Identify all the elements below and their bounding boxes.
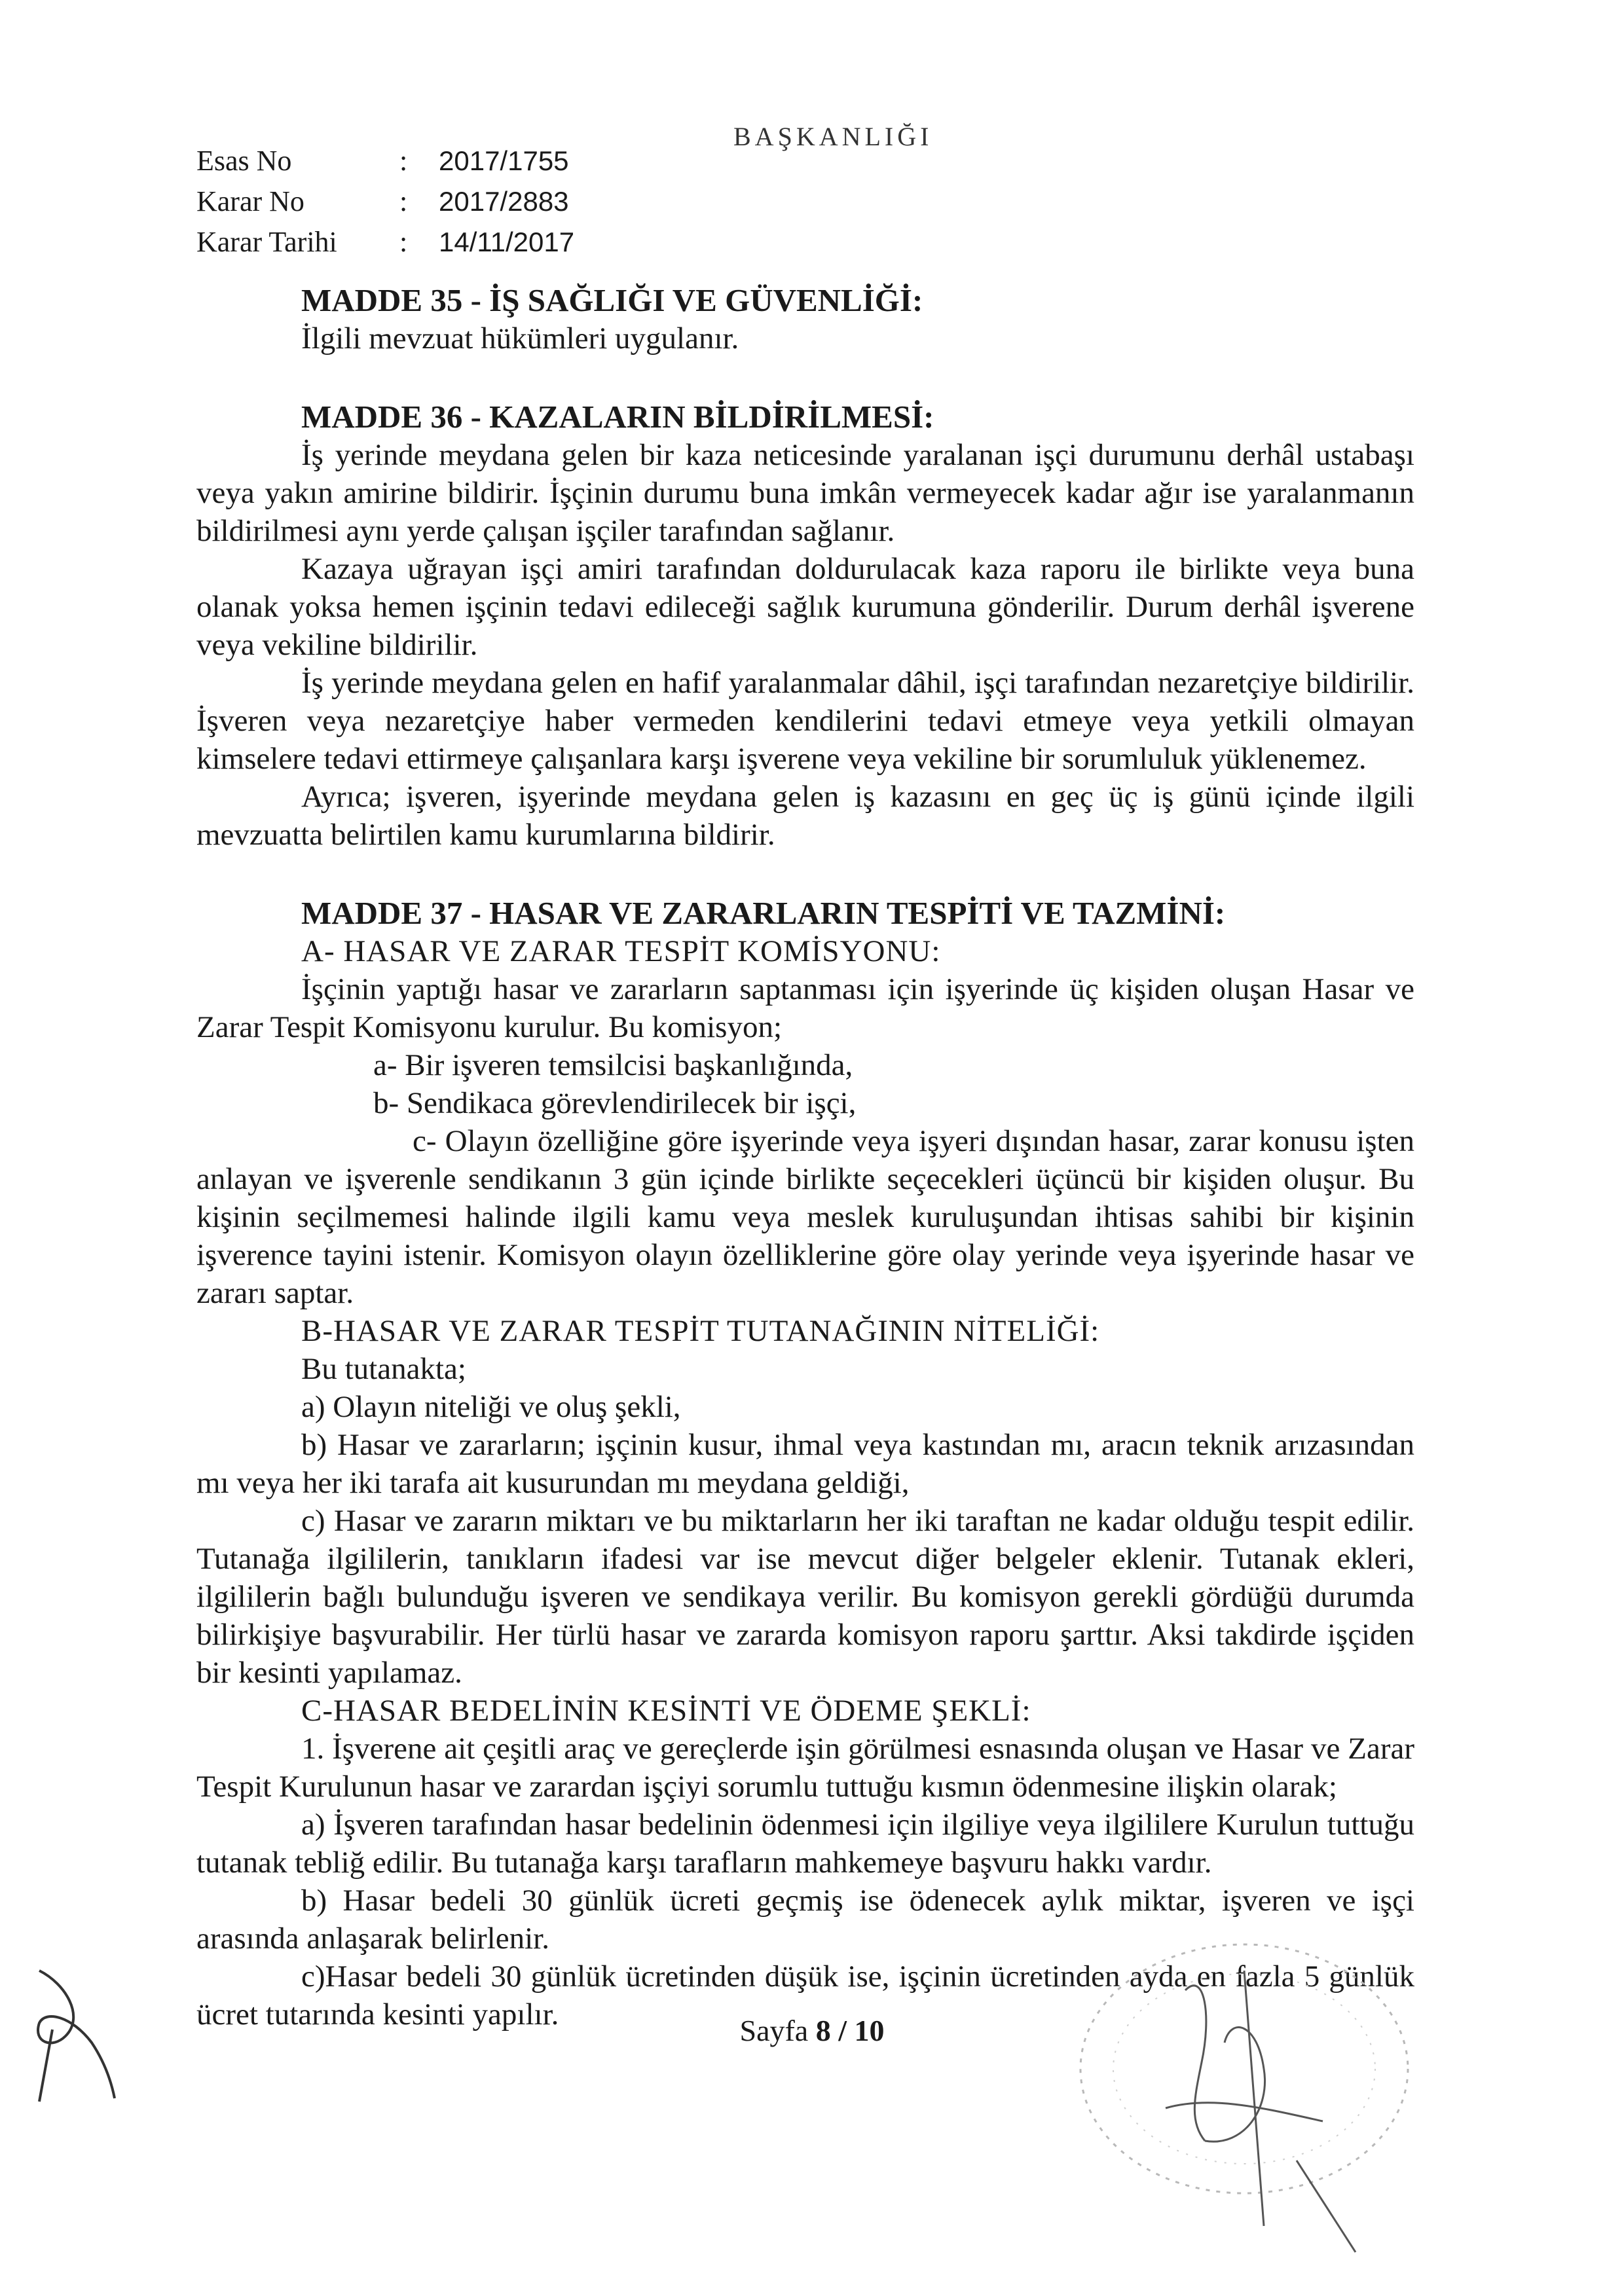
meta-label: Karar Tarihi: [196, 226, 337, 258]
article-36-heading: MADDE 36 - KAZALARIN BİLDİRİLMESİ:: [301, 399, 934, 435]
article-36-paragraph: İş yerinde meydana gelen bir kaza neticesinde yaralanan işçi durumunu derhâl ustabaşı veya yakın amirine bildirir. İşçinin durumu buna imkân vermeyecek kadar ağır ise yaralanmanın bildirilmesi aynı yerde çalışan işçiler tarafından sağlanır.: [196, 438, 1414, 548]
meta-colon: :: [399, 185, 408, 217]
list-item: a) Olayın niteliği ve oluş şekli,: [301, 1390, 681, 1424]
meta-row-esas: [196, 141, 574, 181]
list-item: b) Hasar bedeli 30 günlük ücreti geçmiş ise ödenecek aylık miktar, işveren ve işçi arasında anlaşarak belirlenir.: [196, 1884, 1414, 1956]
meta-colon: :: [399, 226, 408, 258]
article-35-heading: MADDE 35 - İŞ SAĞLIĞI VE GÜVENLİĞİ:: [301, 282, 923, 318]
document-body: [196, 282, 1414, 2033]
case-meta: [196, 141, 574, 263]
list-item: b) Hasar ve zararların; işçinin kusur, ihmal veya kastından mı, aracın teknik arızasından mı veya her iki tarafa ait kusurundan mı meydana geldiği,: [196, 1428, 1414, 1500]
meta-colon: :: [399, 145, 408, 177]
section-a-paragraph: İşçinin yaptığı hasar ve zararların saptanması için işyerinde üç kişiden oluşan Hasar ve Zarar Tespit Komisyonu kurulur. Bu komisyon;: [196, 972, 1414, 1044]
page-separator: /: [838, 2014, 847, 2047]
stamp-signature-icon: [1048, 1912, 1441, 2278]
section-a-title: A- HASAR VE ZARAR TESPİT KOMİSYONU:: [301, 934, 941, 968]
page-current: 8: [815, 2014, 831, 2047]
article-36-paragraph: Kazaya uğrayan işçi amiri tarafından doldurulacak kaza raporu ile birlikte veya buna olanak yoksa hemen işçinin tedavi edileceği sağlık kurumuna gönderilir. Durum derhâl işverene veya vekiline bildirilir.: [196, 552, 1414, 662]
meta-label: Karar No: [196, 185, 304, 217]
meta-row-karar: [196, 181, 574, 222]
page-total: 10: [854, 2014, 885, 2047]
page-label: Sayfa: [739, 2014, 809, 2047]
article-36-paragraph: İş yerinde meydana gelen en hafif yaralanmalar dâhil, işçi tarafından nezaretçiye bildirilir. İşveren veya nezaretçiye haber vermeden kendilerini tedavi etmeye veya yetkili olmayan kimselere tedavi ettirmeye çalışanlara karşı işverene veya vekiline bir sorumluluk yüklenemez.: [196, 666, 1414, 776]
meta-row-tarih: [196, 222, 574, 263]
article-35-text: İlgili mevzuat hükümleri uygulanır.: [301, 321, 739, 355]
section-b-title: B-HASAR VE ZARAR TESPİT TUTANAĞININ NİTELİĞİ:: [301, 1314, 1100, 1348]
section-b-paragraph: Bu tutanakta;: [301, 1352, 466, 1386]
header-fragment: BAŞKANLIĞI: [733, 122, 933, 151]
margin-initial-icon: [13, 1958, 131, 2108]
article-36-paragraph: Ayrıca; işveren, işyerinde meydana gelen iş kazasını en geç üç iş günü içinde ilgili mevzuatta belirtilen kamu kurumlarına bildirir.: [196, 780, 1414, 852]
list-item: c) Hasar ve zararın miktarı ve bu miktarların her iki taraftan ne kadar olduğu tespit edilir. Tutanağa ilgililerin, tanıkların ifadesi var ise mevcut diğer belgeler eklenir. Tutanak ekleri, ilgililerin bağlı bulunduğu işveren ve sendikaya verilir. Bu komisyon gerekli gördüğü durumda bilirkişiye başvurabilir. Her türlü hasar ve zararda komisyon raporu şarttır. Aksi takdirde işçiden bir kesinti yapılamaz.: [196, 1504, 1414, 1690]
article-37-heading: MADDE 37 - HASAR VE ZARARLARIN TESPİTİ VE TAZMİNİ:: [301, 895, 1226, 931]
section-c-title: C-HASAR BEDELİNİN KESİNTİ VE ÖDEME ŞEKLİ:: [301, 1694, 1031, 1728]
list-item: c- Olayın özelliğine göre işyerinde veya işyeri dışından hasar, zarar konusu işten anlayan ve işverenle sendikanın 3 gün içinde birlikte seçecekleri üçüncü bir kişiden oluşur. Bu kişinin seçilmemesi halinde ilgili kamu veya meslek kuruluşundan ihtisas sahibi bir kişinin işverence tayini istenir. Komisyon olayın özelliklerine göre olay yerinde veya işyerinde hasar ve zararı saptar.: [196, 1124, 1414, 1310]
meta-value: 14/11/2017: [439, 227, 575, 257]
meta-value: 2017/1755: [439, 145, 569, 176]
meta-value: 2017/2883: [439, 186, 569, 217]
meta-label: Esas No: [196, 145, 292, 177]
section-c-paragraph: 1. İşverene ait çeşitli araç ve gereçlerde işin görülmesi esnasında oluşan ve Hasar ve Zarar Tespit Kurulunun hasar ve zarardan işçiyi sorumlu tuttuğu kısmın ödenmesine ilişkin olarak;: [196, 1732, 1414, 1804]
list-item: a- Bir işveren temsilcisi başkanlığında,: [373, 1048, 853, 1082]
list-item: b- Sendikaca görevlendirilecek bir işçi,: [373, 1086, 857, 1120]
list-item: c)Hasar bedeli 30 günlük ücretinden düşük ise, işçinin ücretinden ayda en fazla 5 günlük ücret tutarında kesinti yapılır.: [196, 1959, 1414, 2032]
list-item: a) İşveren tarafından hasar bedelinin ödenmesi için ilgiliye veya ilgililere Kurulun tuttuğu tutanak tebliğ edilir. Bu tutanağa karşı tarafların mahkemeye başvuru hakkı vardır.: [196, 1808, 1414, 1880]
